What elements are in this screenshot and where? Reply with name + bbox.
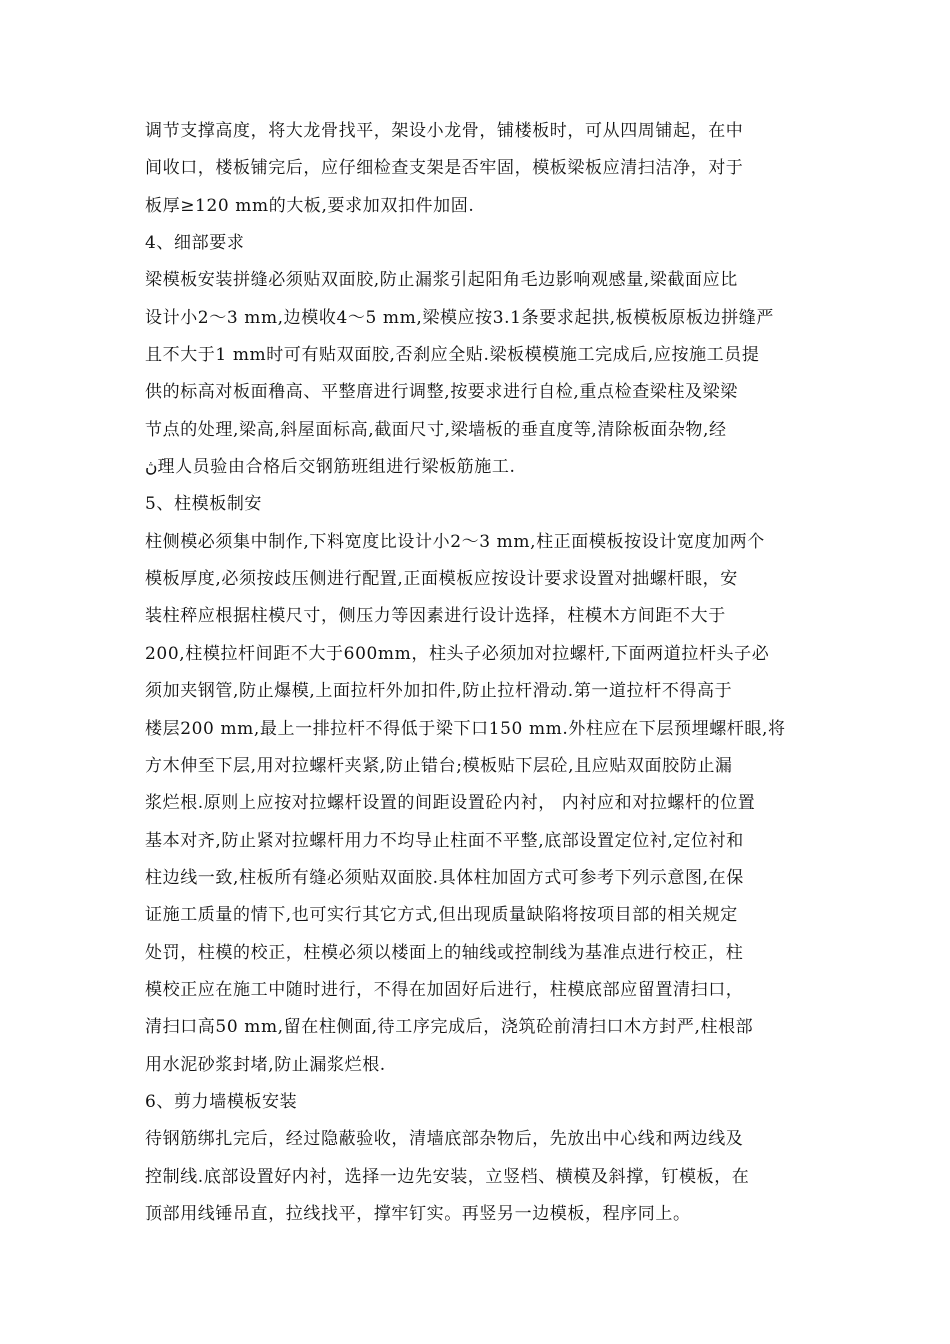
section-heading-6: 6、剪力墙模板安装: [145, 1091, 298, 1112]
paragraph-line: 用水泥砂浆封堵,防止漏浆烂根.: [145, 1054, 386, 1075]
section-heading-5: 5、柱模板制安: [145, 494, 263, 515]
paragraph-line: 梁模板安装拼缝必须贴双面胶,防止漏浆引起阳角毛边影响观感量,梁截面应比: [145, 270, 738, 291]
paragraph-line: 控制线.底部设置好内衬，选择一边先安装，立竖档、横模及斜撑，钉模板，在: [145, 1166, 750, 1187]
paragraph-line: 须加夹钢管,防止爆模,上面拉杆外加扣件,防止拉杆滑动.第一道拉杆不得高于: [145, 681, 733, 702]
paragraph-line: 板厚≥120 mm的大板,要求加双扣件加固.: [145, 195, 475, 216]
paragraph-line: 楼层200 mm,最上一排拉杆不得低于梁下口150 mm.外柱应在下层预埋螺杆眼,将: [145, 718, 786, 739]
paragraph-line: 模板厚度,必须按歧压侧进行配置,正面模板应按设计要求设置对拙螺杆眼，安: [145, 569, 738, 590]
paragraph-line: 设计小2～3 mm,边模收4～5 mm,梁模应按3.1条要求起拱,板模板原板边拼缝严: [145, 307, 774, 328]
paragraph-line: 柱边线一致,柱板所有缝必须贴双面胶.具体柱加固方式可参考下列示意图,在保: [145, 867, 744, 888]
document-body: [145, 113, 815, 1233]
paragraph-line: 待钢筋绑扎完后，经过隐蔽验收，清墙底部杂物后，先放出中心线和两边线及: [145, 1129, 744, 1150]
paragraph-line: 处罚，柱模的校正，柱模必须以楼面上的轴线或控制线为基准点进行校正，柱: [145, 942, 744, 963]
paragraph-line: ڽ理人员验由合格后交钢筋班组进行梁板筋施工.: [145, 457, 516, 478]
paragraph-line: 基本对齐,防止紧对拉螺杆用力不均导止柱面不平整,底部设置定位衬,定位衬和: [145, 830, 744, 851]
paragraph-line: 装柱稡应根据柱模尺寸，侧压力等因素进行设计选择，柱模木方间距不大于: [145, 606, 726, 627]
paragraph-line: 浆烂根.原则上应按对拉螺杆设置的间距设置砼内衬， 内衬应和对拉螺杆的位置: [145, 793, 756, 814]
paragraph-line: 200,柱模拉杆间距不大于600mm，柱头子必须加对拉螺杆,下面两道拉杆头子必: [145, 643, 770, 664]
paragraph-line: 调节支撑高度，将大龙骨找平，架设小龙骨，铺楼板时，可从四周铺起，在中: [145, 121, 744, 141]
paragraph-line: 模校正应在施工中随时进行，不得在加固好后进行，柱模底部应留置清扫口，: [145, 979, 744, 1000]
section-heading-4: 4、细部要求: [145, 233, 245, 254]
paragraph-line: 且不大于1 mm时可有贴双面胶,否刹应全贴.梁板模模施工完成后,应按施工员提: [145, 345, 760, 366]
paragraph-line: 供的标高对板面穞高、平整庴进行调整,按要求进行自检,重点检查梁柱及梁梁: [145, 382, 738, 403]
paragraph-line: 证施工质量的情下,也可实行其它方式,但出现质量缺陷将按项目部的相关规定: [145, 905, 738, 926]
paragraph-line: 方木伸至下层,用对拉螺杆夹紧,防止错台;模板贴下层砼,且应贴双面胶防止漏: [145, 755, 733, 776]
paragraph-line: 柱侧模必须集中制作,下料宽度比设计小2～3 mm,柱正面模板按设计宽度加两个: [145, 531, 765, 552]
paragraph-line: 清扫口高50 mm,留在柱侧面,待工序完成后，浇筑砼前清扫口木方封严,柱根部: [145, 1017, 754, 1038]
paragraph-line: 节点的处理,梁高,斜屋面标高,截面尺寸,梁墙板的垂直度等,清除板面杂物,经: [145, 419, 727, 440]
paragraph-line: 顶部用线锤吊直，拉线找平，撑牢钉实。再竖另一边模板，程序同上。: [145, 1203, 691, 1224]
paragraph-line: 间收口，楼板铺完后，应仔细检查支架是否牢固，模板梁板应清扫洁净，对于: [145, 158, 744, 179]
